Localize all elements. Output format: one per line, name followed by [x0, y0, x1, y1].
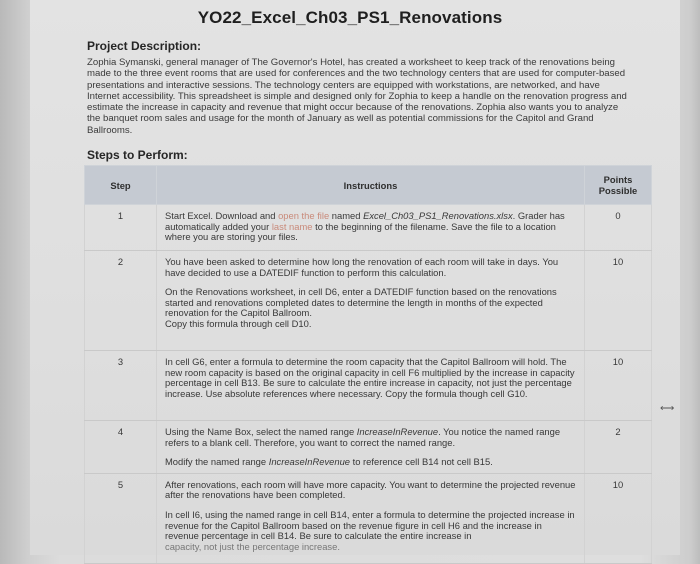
instruction-paragraph: Copy this formula through cell D10.: [165, 317, 312, 329]
header-step: Step: [85, 166, 157, 205]
table-row: [85, 251, 652, 351]
header-instructions: Instructions: [157, 166, 585, 205]
instruction-paragraph: After renovations, each room will have more capacity. You want to determine the projected revenue after the renovations have been completed.: [165, 478, 576, 501]
instruction-text: to the beginning of the filename. Save the file to a location where you are storing your files.: [165, 220, 556, 243]
step-points: 0: [585, 205, 652, 251]
step-points: 10: [585, 473, 652, 563]
step-number: 1: [85, 205, 157, 251]
instruction-text: . Grader has automatically added your: [165, 210, 565, 232]
table-row: [85, 351, 652, 421]
instruction-paragraph: In cell G6, enter a formula to determine the room capacity that the Capitol Ballroom will hold. The new room capacity is based on the original capacity in cell F6 multiplied by the increase in capacity percentage in cell B13. Be sure to calculate the entire increase in capacity, not just the percentage increase. Use absolute references where necessary. Copy the formula though cell G10.: [165, 356, 575, 399]
step-instructions: [157, 421, 585, 474]
table-row: [85, 473, 652, 563]
step-instructions: [157, 351, 585, 421]
instruction-text: named: [329, 210, 364, 221]
project-description-text: Zophia Symanski, general manager of The Governor's Hotel, has created a worksheet to keep track of the renovations being made to the three event rooms that are used for conferences and the two technology centers that are used for computer-based presentations and interactive sessions. The technology centers are equipped with workstations, are networked, and have Internet accessibility. This spreadsheet is simple and designed only for Zophia to keep a handle on the renovation progress and estimate the increase in capacity and revenue that might occur because of the renovations. Zophia also wants you to analyze the banquet room sales and usage for the month of January as well as potential commissions for the Capitol and Grand Ballrooms.: [87, 57, 627, 136]
document-title: YO22_Excel_Ch03_PS1_Renovations: [197, 8, 503, 27]
project-description-heading: Project Description:: [87, 39, 202, 53]
instruction-paragraph-cutoff: capacity, not just the percentage increase.: [165, 540, 340, 552]
step-number: 2: [85, 251, 157, 351]
named-range: IncreaseInRevenue: [356, 426, 439, 437]
resize-handle-icon[interactable]: ⟷: [660, 403, 675, 414]
instruction-paragraph: In cell I6, using the named range in cell B14, enter a formula to determine the projected increase in revenue for the Capitol Ballroom based on the revenue figure in cell H6 and the increase in revenue percentage in cell B14. Be sure to calculate the entire increase in: [165, 508, 575, 542]
instruction-text: Using the Name Box, select the named range: [165, 426, 357, 437]
step-points: 10: [585, 351, 652, 421]
instruction-paragraph: On the Renovations worksheet, in cell D6, enter a DATEDIF function based on the renovations started and renovations completed dates to determine the length in months of the expected renovation for the Capitol Ballroom.: [165, 286, 557, 319]
table-header-row: [85, 166, 652, 205]
step-points: 10: [585, 251, 652, 351]
steps-heading: Steps to Perform:: [87, 148, 188, 162]
named-range: IncreaseInRevenue: [268, 456, 351, 468]
step-instructions: [157, 473, 585, 563]
instruction-text: Start Excel. Download and: [165, 210, 279, 221]
table-row: [85, 421, 652, 474]
instruction-text: to reference cell B14 not cell B15.: [350, 456, 493, 468]
step-instructions: [157, 251, 585, 351]
step-instructions: [157, 205, 585, 251]
steps-table: [84, 165, 652, 564]
open-file-link[interactable]: open the file: [278, 210, 330, 221]
last-name-highlight: last name: [271, 220, 313, 232]
instruction-paragraph: You have been asked to determine how long the renovation of each room will take in days. You have decided to use a DATEDIF function to perform this calculation.: [165, 256, 559, 278]
instruction-text: Modify the named range: [165, 456, 269, 468]
step-number: 4: [85, 421, 157, 474]
file-name: Excel_Ch03_PS1_Renovations.xlsx: [363, 210, 513, 221]
table-row: [85, 205, 652, 251]
header-points: Points Possible: [585, 166, 652, 205]
step-number: 5: [85, 473, 157, 563]
step-number: 3: [85, 351, 157, 421]
step-points: 2: [585, 421, 652, 474]
instruction-text: . You notice the named range refers to a blank cell. Therefore, you want to correct the named range.: [165, 426, 561, 448]
